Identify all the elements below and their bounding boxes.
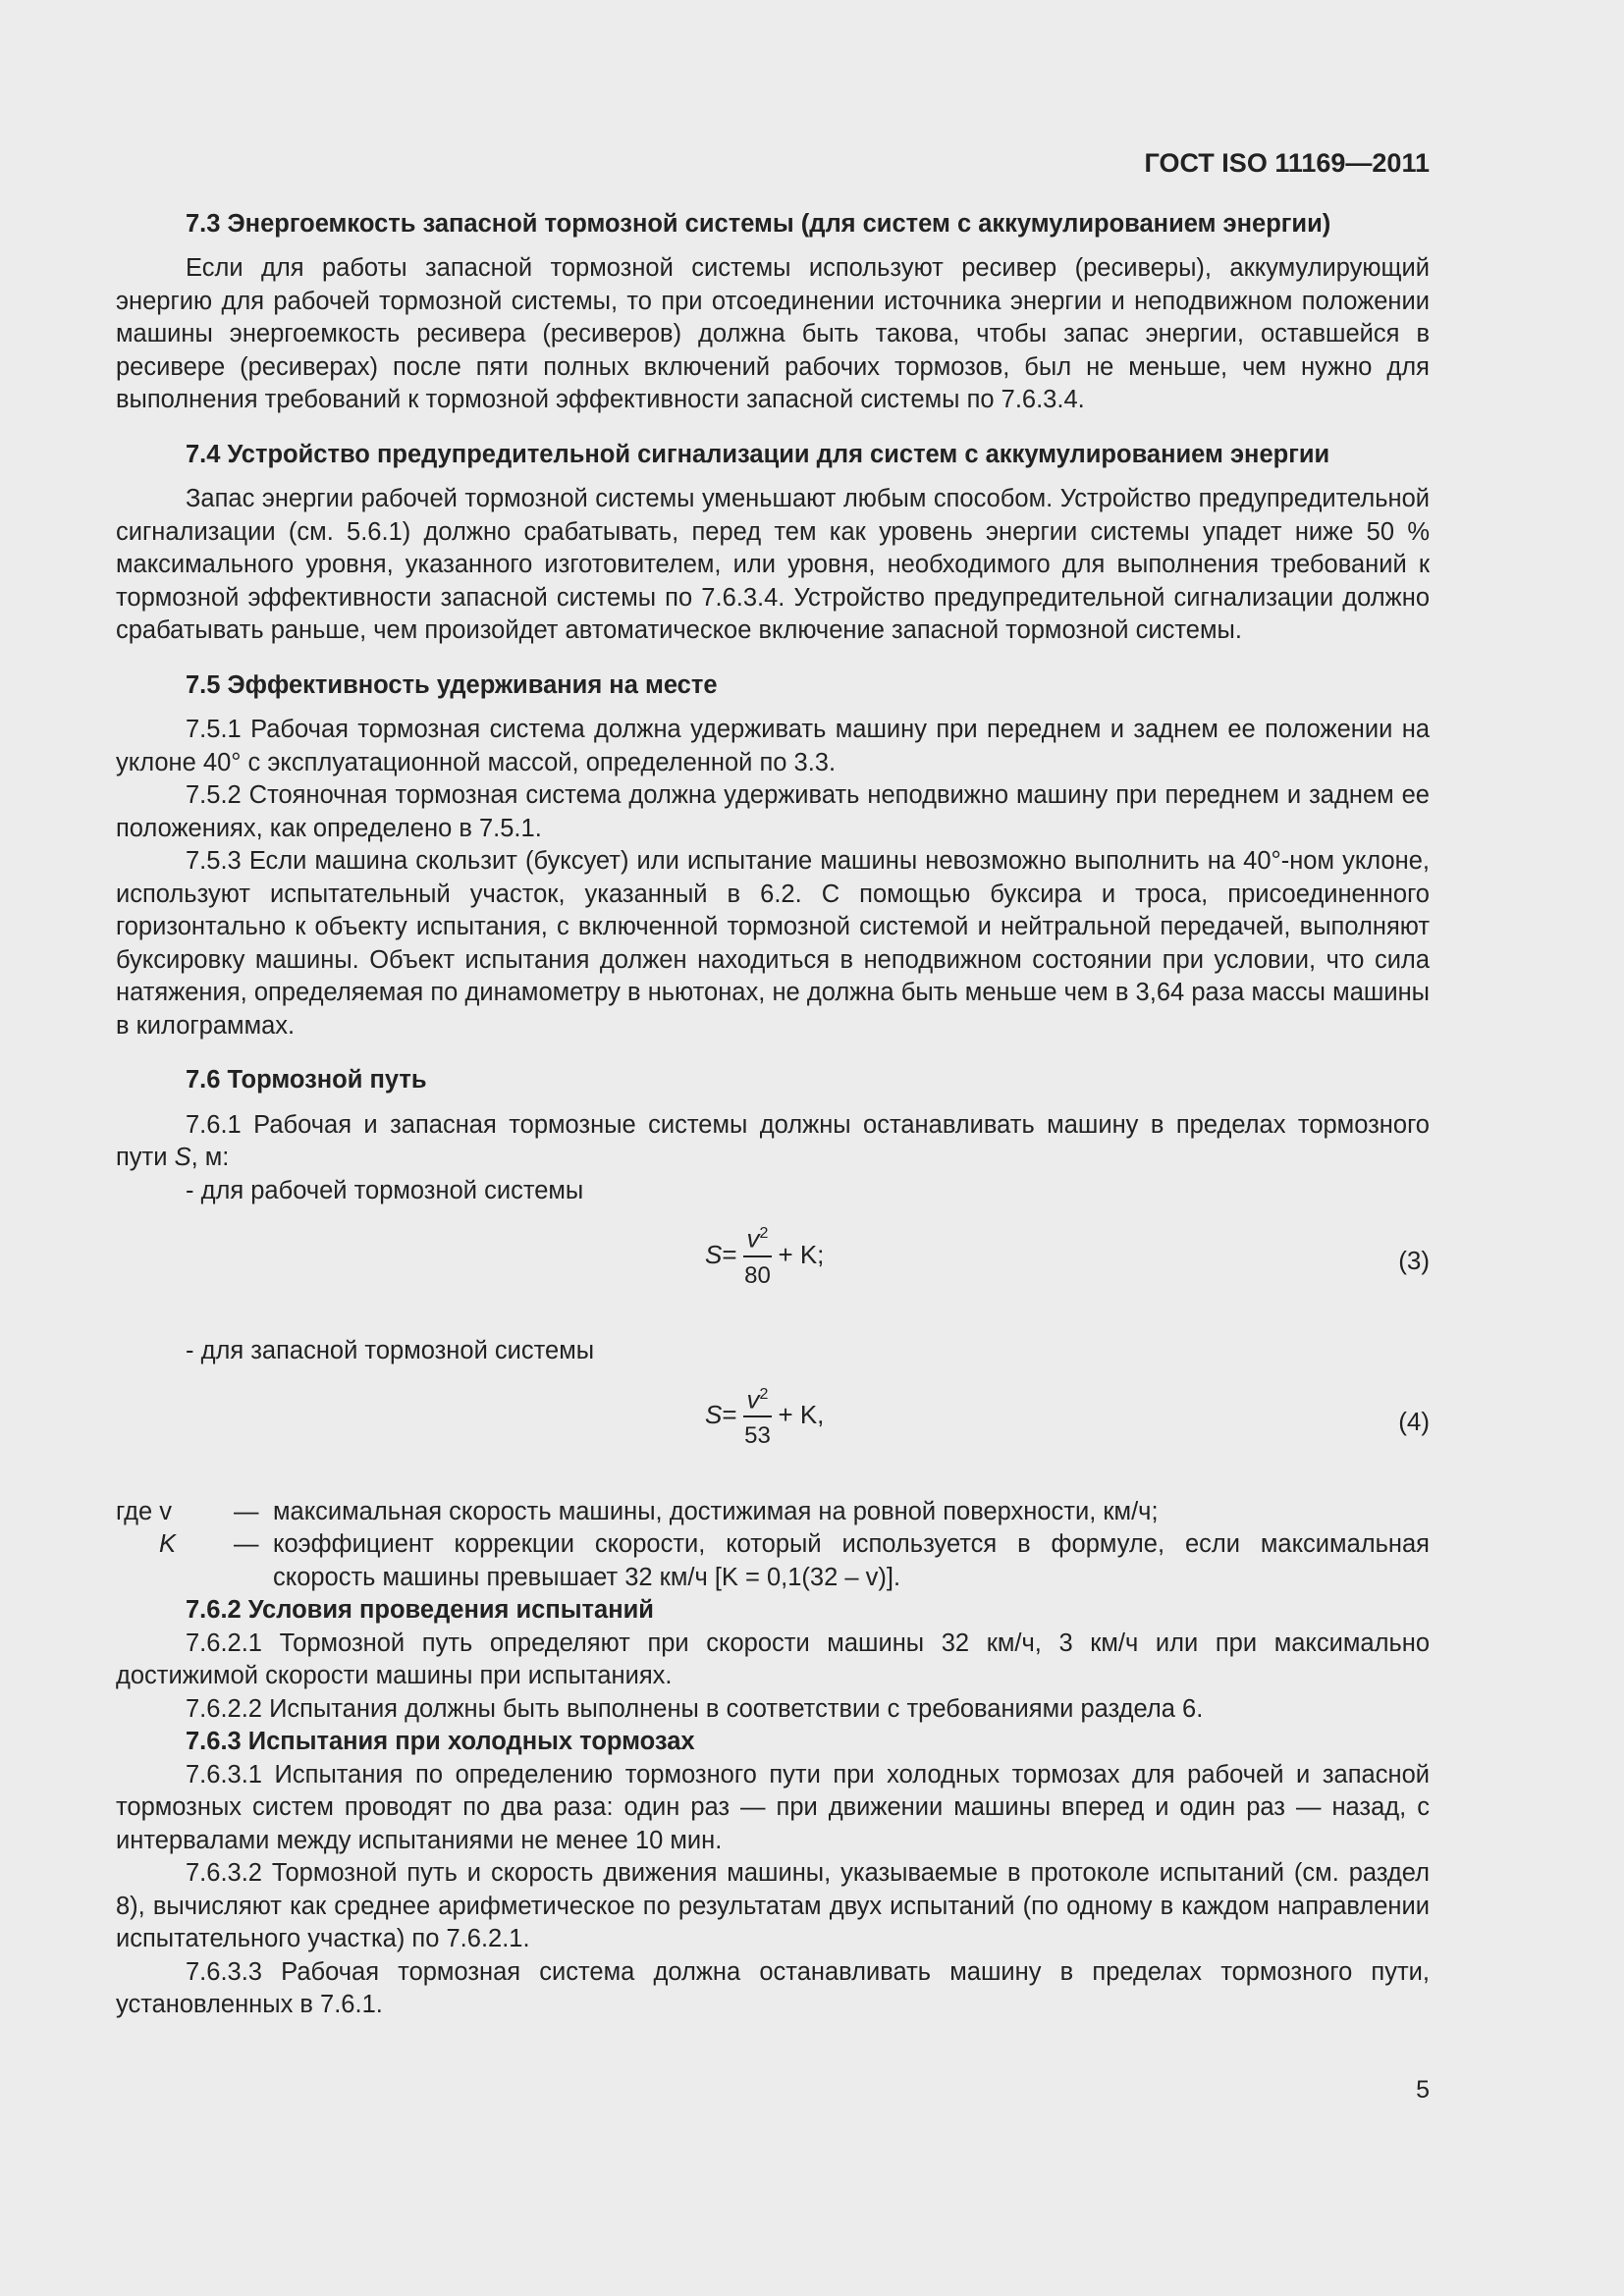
equation-number-4: (4) (1398, 1406, 1430, 1436)
clause-7-6-3-1: 7.6.3.1 Испытания по определению тормозного пути при холодных тормозах для рабочей и запасной тормозных систем проводят по два раза: один раз — при движении машины вперед и один раз — назад, с интервалами между испытаниями не менее 10 мин. (116, 1760, 1430, 1854)
section-7-3-paragraph: Если для работы запасной тормозной системы используют ресивер (ресиверы), аккумулирующий энергию для рабочей тормозной системы, то при отсоединении источника энергии и неподвижном положении машины энергоемкость ресивера (ресиверов) должна быть такова, чтобы запас энергии, оставшейся в ресивере (ресиверах) после пяти полных включений рабочих тормозов, был не меньше, чем нужно для выполнения требований к тормозной эффективности запасной системы по 7.6.3.4. (116, 254, 1430, 413)
equation-number-3: (3) (1398, 1246, 1430, 1275)
clause-7-6-3-3: 7.6.3.3 Рабочая тормозная система должна останавливать машину в пределах тормозного пути, установленных в 7.6.1. (116, 1957, 1430, 2018)
section-7-6-title: 7.6 Тормозной путь (186, 1066, 427, 1094)
definition-text-k: коэффициент коррекции скорости, который используется в формуле, если максимальная скорость машины превышает 32 км/ч [K = 0,1(32 – v)]. (273, 1530, 1430, 1591)
definition-text-v: максимальная скорость машины, достижимая на ровной поверхности, км/ч; (273, 1497, 1159, 1525)
list-item-service-brake: - для рабочей тормозной системы (186, 1176, 584, 1204)
section-7-4-paragraph: Запас энергии рабочей тормозной системы уменьшают любым способом. Устройство предупредительной сигнализации (см. 5.6.1) должно срабатывать, перед тем как уровень энергии системы упадет ниже 50 % максимального уровня, указанного изготовителем, или уровня, необходимого для выполнения требований к тормозной эффективности запасной системы по 7.6.3.4. Устройство предупредительной сигнализации должно срабатывать раньше, чем произойдет автоматическое включение запасной тормозной системы. (116, 485, 1430, 644)
subsection-7-6-2-title: 7.6.2 Условия проведения испытаний (186, 1596, 654, 1624)
variable-definitions: где v — максимальная скорость машины, достижимая на ровной поверхности, км/ч; K — коэффициент коррекции скорости, который используется в формуле, если максимальная скорость машины превышает 32 км/ч [K = 0,1(32 – v)]. (116, 1496, 1430, 1595)
definition-term-v: где v (116, 1497, 173, 1525)
section-7-4-title: 7.4 Устройство предупредительной сигнализации для систем с аккумулированием энергии (186, 440, 1330, 468)
formula-3: S = $\frac{v^2}{80}$ + K; (3) (116, 1211, 1430, 1319)
clause-7-5-2: 7.5.2 Стояночная тормозная система должна удерживать неподвижно машину при переднем и заднем ее положениях, как определено в 7.5.1. (116, 781, 1430, 842)
clause-7-6-2-2: 7.6.2.2 Испытания должны быть выполнены в соответствии с требованиями раздела 6. (186, 1694, 1204, 1723)
formula-4: S = $\frac{v^2}{53}$ + K, (4) (116, 1372, 1430, 1480)
clause-7-6-3-2: 7.6.3.2 Тормозной путь и скорость движения машины, указываемые в протоколе испытаний (см. раздел 8), вычисляют как среднее арифметическое по результатам двух испытаний (по одному в каждом направлении испытательного участка) по 7.6.2.1. (116, 1859, 1430, 1952)
page-number: 5 (1416, 2076, 1430, 2104)
section-7-3-title: 7.3 Энергоемкость запасной тормозной системы (для систем с аккумулированием энергии) (186, 209, 1331, 238)
section-7-5-title: 7.5 Эффективность удерживания на месте (186, 670, 718, 699)
definition-term-k: K (159, 1530, 177, 1558)
document-code: ГОСТ ISO 11169—2011 (1144, 148, 1430, 178)
clause-7-6-2-1: 7.6.2.1 Тормозной путь определяют при скорости машины 32 км/ч, 3 км/ч или при максимально достижимой скорости машины при испытаниях. (116, 1629, 1430, 1689)
subsection-7-6-3-title: 7.6.3 Испытания при холодных тормозах (186, 1728, 695, 1755)
clause-7-6-1: 7.6.1 Рабочая и запасная тормозные системы должны останавливать машину в пределах тормозного пути S, м: (116, 1110, 1430, 1171)
clause-7-5-3: 7.5.3 Если машина скользит (буксует) или испытание машины невозможно выполнить на 40°-ном уклоне, используют испытательный участок, указанный в 6.2. С помощью буксира и троса, присоединенного горизонтально к объекту испытания, с включенной тормозной системой и нейтральной передачей, выполняют буксировку машины. Объект испытания должен находиться в неподвижном состоянии при условии, что сила натяжения, определяемая по динамометру в ньютонах, не должна быть меньше чем в 3,64 раза массы машины в килограммах. (116, 847, 1430, 1040)
list-item-secondary-brake: - для запасной тормозной системы (186, 1337, 595, 1364)
clause-7-5-1: 7.5.1 Рабочая тормозная система должна удерживать машину при переднем и заднем ее положении на уклоне 40° с эксплуатационной массой, определенной по 3.3. (116, 716, 1430, 776)
